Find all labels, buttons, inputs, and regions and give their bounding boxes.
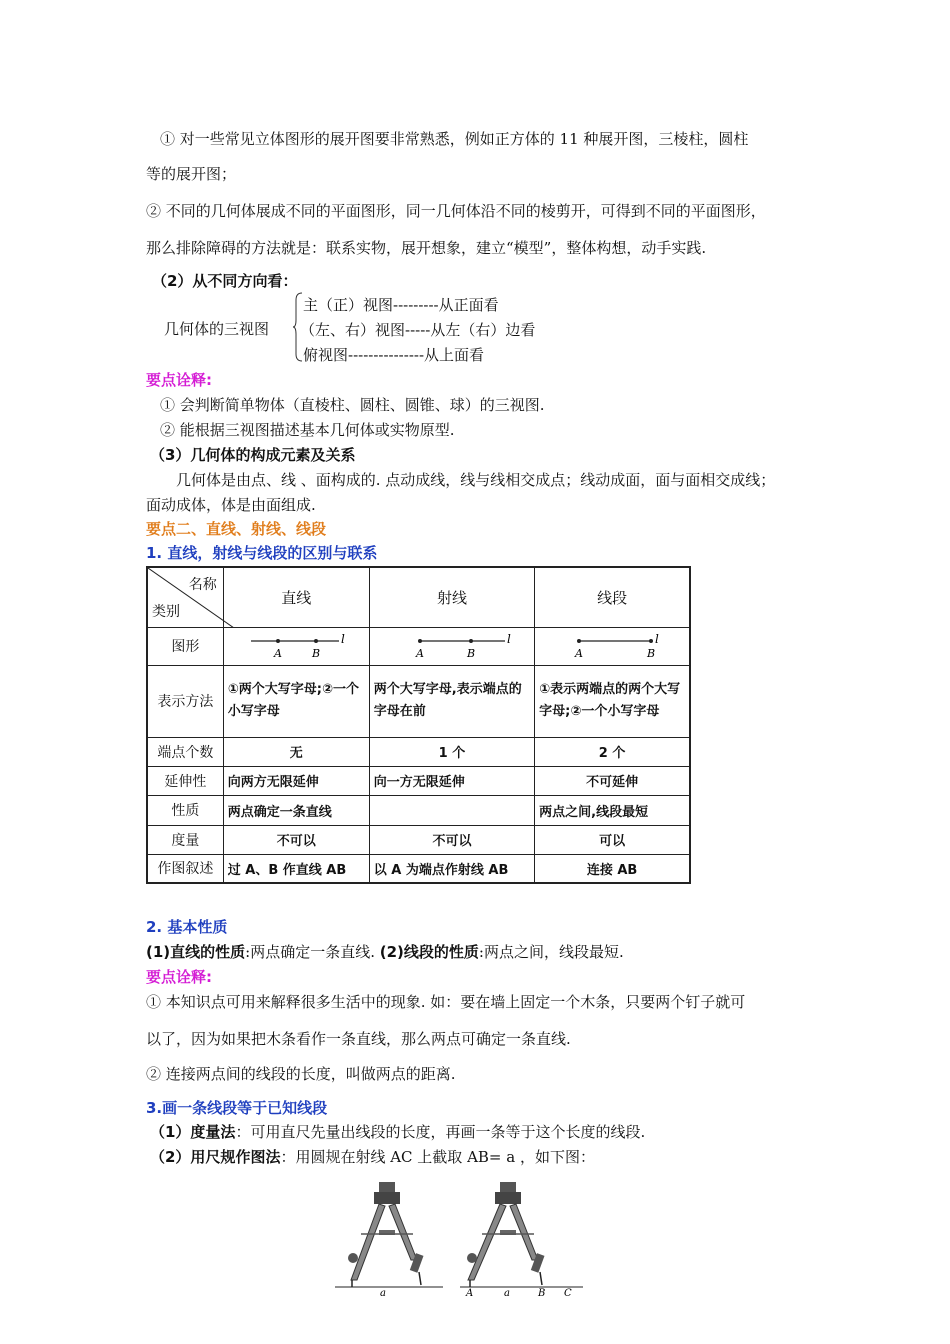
method-1 bbox=[150, 1121, 645, 1142]
compass-knob-icon bbox=[379, 1182, 395, 1192]
method-2-label: （2）用尺规作图法 bbox=[150, 1148, 281, 1166]
para-2-line-1: ② 不同的几何体展成不同的平面图形，同一几何体沿不同的棱剪开，可得到不同的平面图形， bbox=[146, 202, 766, 220]
figure-ray bbox=[369, 627, 534, 665]
line-property-label: (1)直线的性质 bbox=[146, 943, 246, 961]
svg-text:B: B bbox=[312, 647, 321, 660]
measure-segment: 可以 bbox=[535, 825, 690, 854]
construction-ray: 以 A 为端点作射线 AB bbox=[369, 854, 534, 883]
para-1-line-2: 等的展开图； bbox=[146, 165, 237, 183]
views-label: 几何体的三视图 bbox=[164, 320, 270, 338]
note-1-item-2: ② 能根据三视图描述基本几何体或实物原型. bbox=[160, 421, 455, 439]
header-ray: 射线 bbox=[369, 567, 534, 627]
segment-property-text: :两点之间，线段最短. bbox=[478, 943, 624, 961]
method-2-text: ：用圆规在射线 AC 上截取 AB= a ，如下图： bbox=[280, 1148, 595, 1166]
figure-line bbox=[223, 627, 369, 665]
heading-views: （2）从不同方向看： bbox=[152, 272, 298, 290]
heading-elements: （3）几何体的构成元素及关系 bbox=[150, 446, 356, 464]
subsection-3-title: 3.画一条线段等于已知线段 bbox=[146, 1099, 328, 1117]
svg-text:B: B bbox=[466, 647, 476, 660]
subsection-2-title: 2. 基本性质 bbox=[146, 918, 228, 936]
compass-knob-icon bbox=[500, 1182, 516, 1192]
svg-text:B: B bbox=[647, 647, 656, 660]
row-label-construction: 作图叙述 bbox=[147, 854, 223, 883]
subsection-1-title: 1. 直线，射线与线段的区别与联系 bbox=[146, 544, 378, 562]
note-2-title: 要点诠释: bbox=[146, 968, 212, 986]
svg-text:B: B bbox=[538, 1288, 546, 1297]
row-label-figure: 图形 bbox=[147, 627, 223, 665]
endpoints-segment: 2 个 bbox=[535, 737, 690, 766]
view-top: 俯视图---------------从上面看 bbox=[303, 346, 485, 364]
row-label-notation: 表示方法 bbox=[147, 665, 223, 737]
elements-line-2: 面动成体，体是由面组成. bbox=[146, 496, 316, 514]
notation-line: ①两个大写字母;②一个小写字母 bbox=[223, 665, 369, 737]
property-line: 两点确定一条直线 bbox=[223, 795, 369, 825]
segment-property-label: (2)线段的性质 bbox=[379, 943, 479, 961]
view-front: 主（正）视图---------从正面看 bbox=[303, 296, 499, 314]
row-label-measure: 度量 bbox=[147, 825, 223, 854]
endpoints-line: 无 bbox=[223, 737, 369, 766]
svg-text:a: a bbox=[380, 1288, 386, 1297]
corner-bottom-label: 类别 bbox=[152, 603, 180, 620]
figure-segment bbox=[535, 627, 690, 665]
svg-text:A: A bbox=[575, 647, 584, 660]
svg-text:l: l bbox=[341, 632, 346, 646]
line-property-text: :两点确定一条直线. bbox=[245, 943, 380, 961]
construction-line: 过 A、B 作直线 AB bbox=[223, 854, 369, 883]
svg-text:a: a bbox=[504, 1288, 510, 1297]
property-ray bbox=[369, 795, 534, 825]
compass-figure-right bbox=[460, 1182, 585, 1297]
notation-segment: ①表示两端点的两个大写字母;②一个小写字母 bbox=[535, 665, 690, 737]
method-1-text: ：可用直尺先量出线段的长度，再画一条等于这个长度的线段. bbox=[235, 1123, 646, 1141]
svg-text:A: A bbox=[466, 1288, 474, 1297]
extension-ray: 向一方无限延伸 bbox=[369, 766, 534, 795]
endpoints-ray: 1 个 bbox=[369, 737, 534, 766]
measure-line: 不可以 bbox=[223, 825, 369, 854]
row-label-endpoints: 端点个数 bbox=[147, 737, 223, 766]
construction-segment: 连接 AB bbox=[535, 854, 690, 883]
svg-text:l: l bbox=[506, 632, 511, 646]
extension-segment: 不可延伸 bbox=[535, 766, 690, 795]
extension-line: 向两方无限延伸 bbox=[223, 766, 369, 795]
note-1-title: 要点诠释: bbox=[146, 371, 212, 389]
row-label-property: 性质 bbox=[147, 795, 223, 825]
section-2-title: 要点二、直线、射线、线段 bbox=[146, 520, 327, 538]
measure-ray: 不可以 bbox=[369, 825, 534, 854]
para-2-line-2: 那么排除障碍的方法就是：联系实物，展开想象，建立“模型”，整体构想，动手实践. bbox=[146, 239, 707, 257]
svg-text:A: A bbox=[415, 647, 424, 660]
comparison-table bbox=[146, 566, 691, 884]
properties-line bbox=[146, 941, 624, 962]
svg-text:C: C bbox=[564, 1288, 572, 1297]
method-1-label: （1）度量法 bbox=[150, 1123, 236, 1141]
svg-text:l: l bbox=[655, 632, 659, 646]
property-segment: 两点之间,线段最短 bbox=[535, 795, 690, 825]
header-segment: 线段 bbox=[535, 567, 690, 627]
svg-text:A: A bbox=[274, 647, 283, 660]
corner-top-label: 名称 bbox=[188, 577, 217, 593]
note-1-item-1: ① 会判断简单物体（直棱柱、圆柱、圆锥、球）的三视图. bbox=[160, 396, 545, 414]
note-2-line-1: ① 本知识点可用来解释很多生活中的现象. 如：要在墙上固定一个木条，只要两个钉子就可 bbox=[146, 993, 746, 1011]
compass-figure-left bbox=[335, 1182, 445, 1297]
note-2-line-3: ② 连接两点间的线段的长度，叫做两点的距离. bbox=[146, 1065, 456, 1083]
note-2-line-2: 以了，因为如果把木条看作一条直线，那么两点可确定一条直线. bbox=[146, 1030, 571, 1048]
view-side: （左、右）视图-----从左（右）边看 bbox=[300, 321, 536, 339]
header-line: 直线 bbox=[223, 567, 369, 627]
para-1-line-1: ① 对一些常见立体图形的展开图要非常熟悉，例如正方体的 11 种展开图，三棱柱，圆柱 bbox=[160, 130, 749, 148]
table-corner bbox=[147, 567, 223, 627]
notation-ray: 两个大写字母,表示端点的字母在前 bbox=[369, 665, 534, 737]
method-2 bbox=[150, 1146, 595, 1167]
row-label-extension: 延伸性 bbox=[147, 766, 223, 795]
elements-line-1: 几何体是由点、线 、面构成的. 点动成线，线与线相交成点；线动成面，面与面相交成线； bbox=[176, 471, 776, 489]
